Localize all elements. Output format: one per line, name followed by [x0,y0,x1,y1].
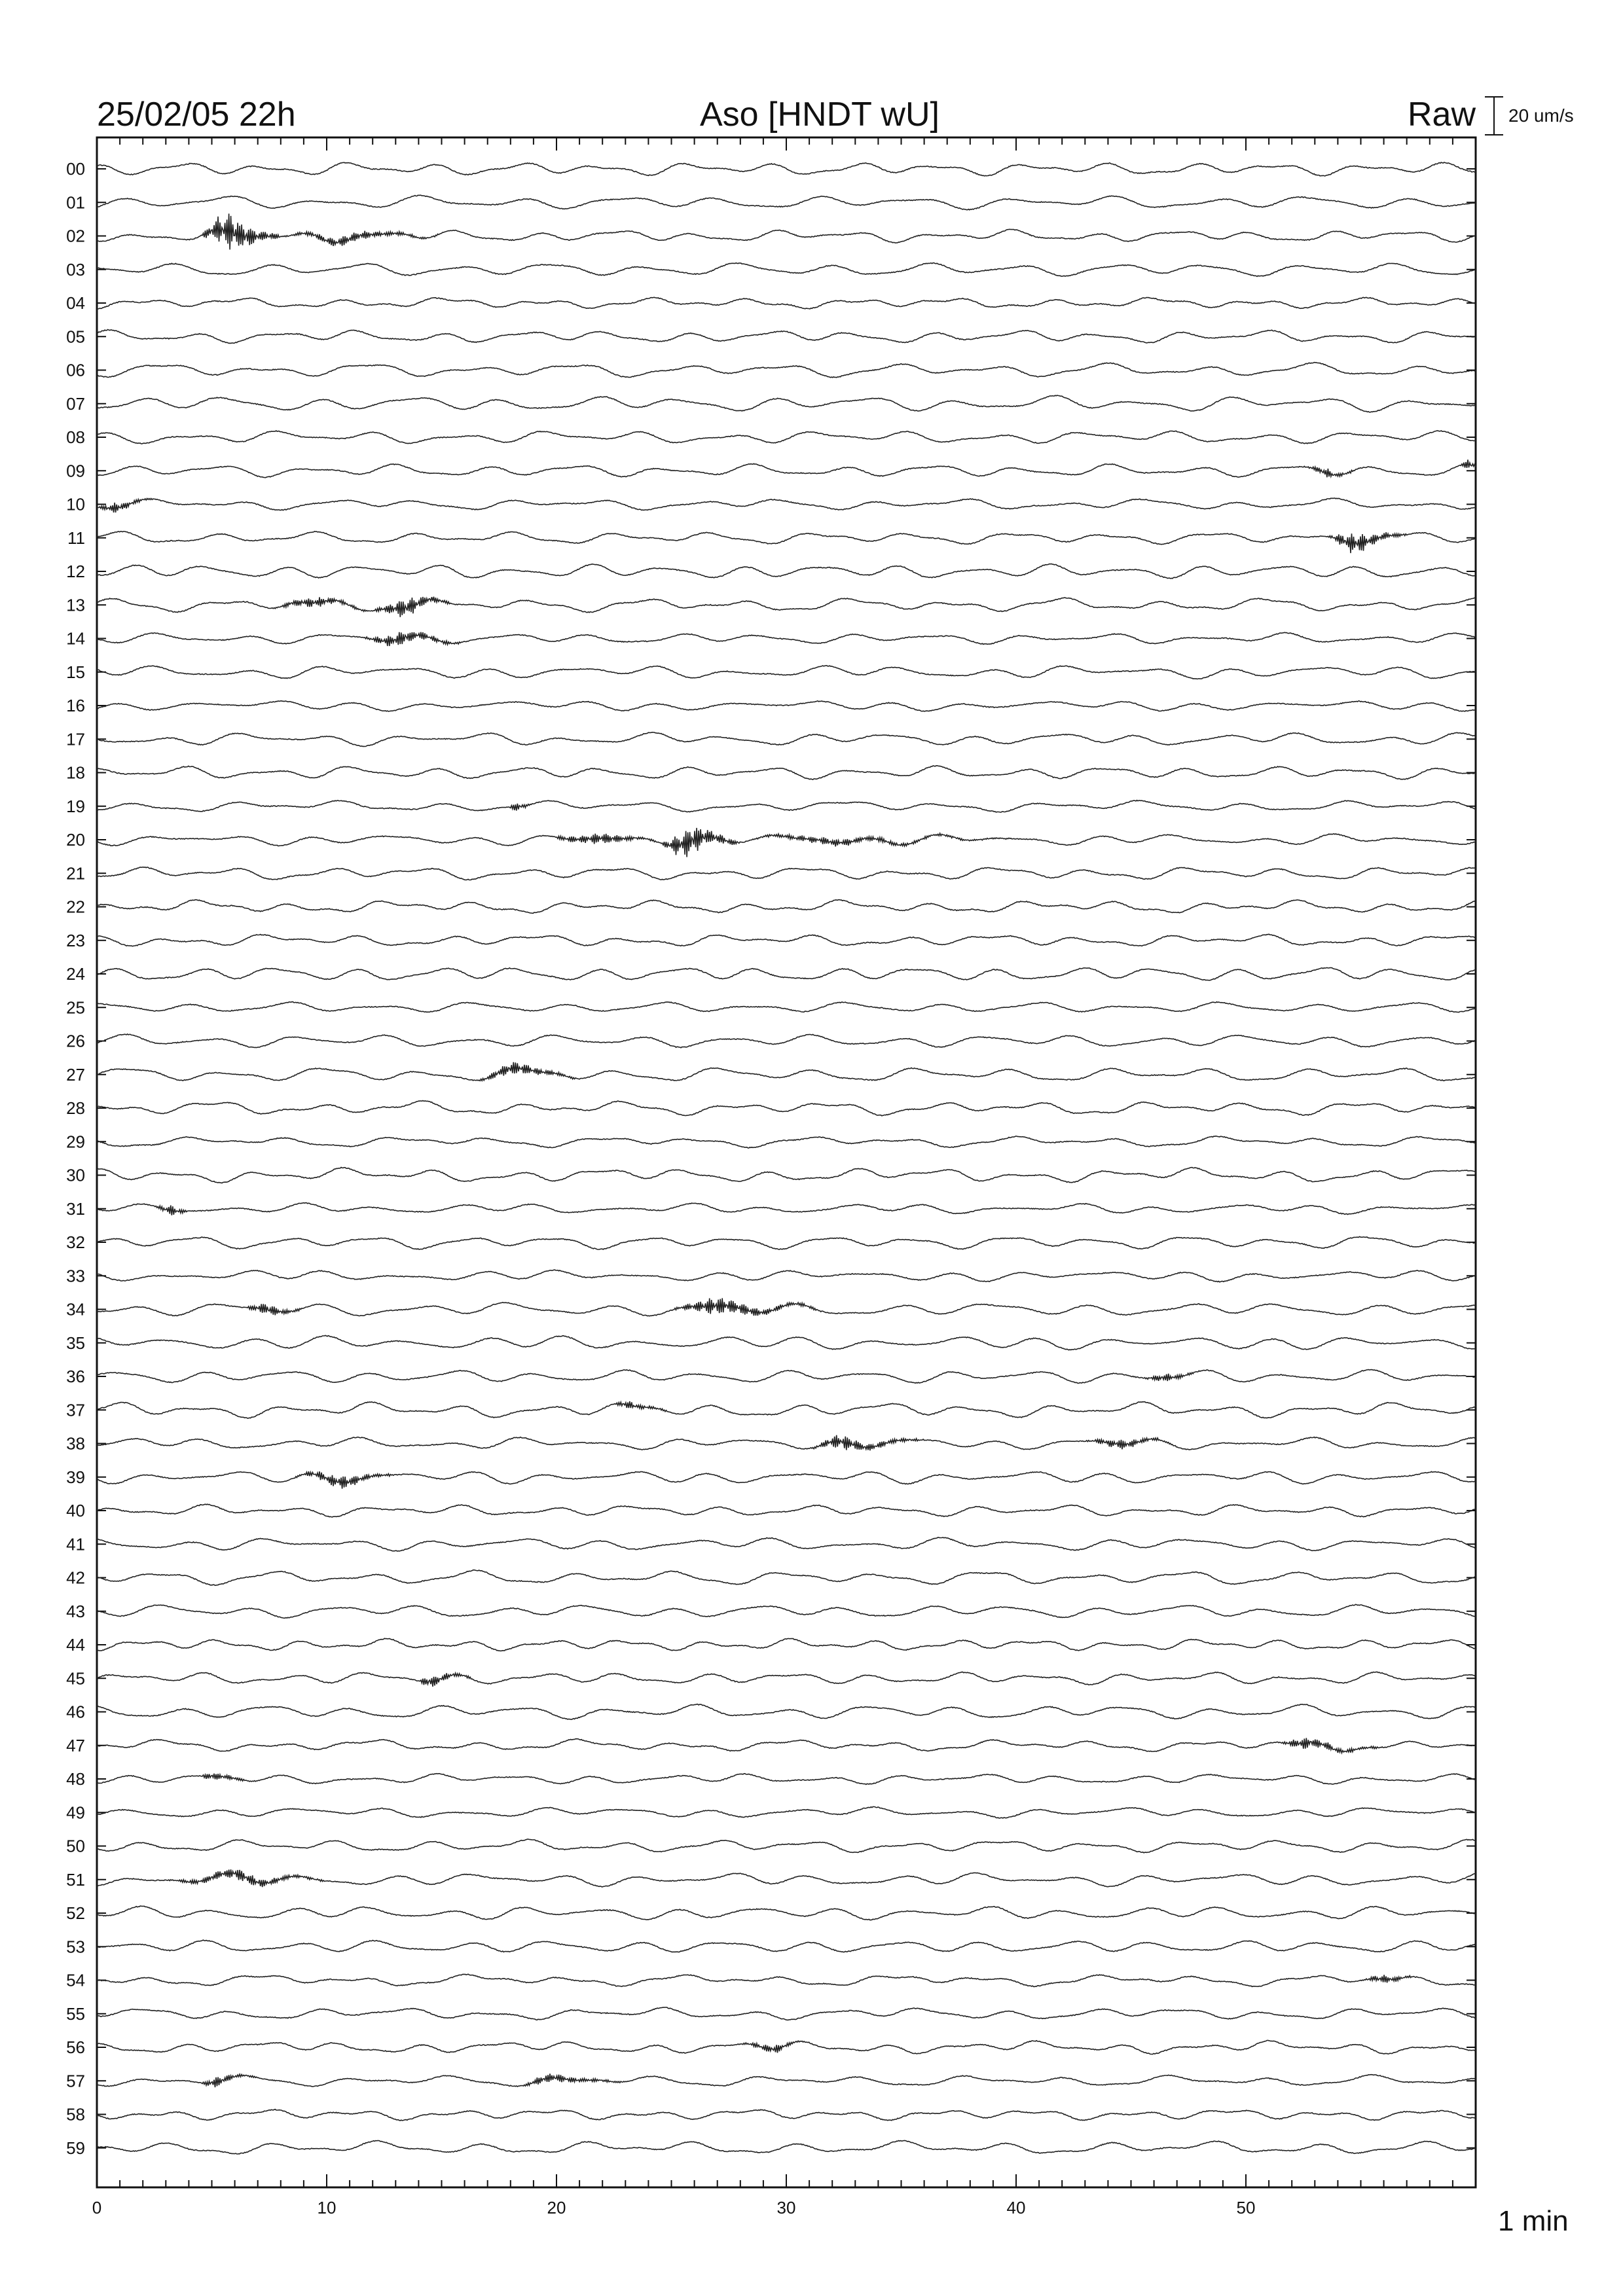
row-label: 52 [66,1903,85,1923]
row-label: 28 [66,1098,85,1118]
row-label: 49 [66,1803,85,1823]
row-label: 42 [66,1568,85,1588]
row-label: 47 [66,1735,85,1755]
row-label: 26 [66,1031,85,1051]
row-label: 03 [66,259,85,279]
x-tick-label: 50 [1236,2198,1256,2217]
row-label: 11 [67,528,85,548]
row-label: 50 [66,1836,85,1856]
row-label: 53 [66,1937,85,1957]
x-tick-label: 30 [776,2198,796,2217]
row-label: 08 [66,427,85,447]
x-tick-label: 0 [92,2198,102,2217]
x-tick-label: 20 [547,2198,566,2217]
row-label: 25 [66,997,85,1018]
row-label: 27 [66,1064,85,1085]
row-label: 43 [66,1601,85,1621]
row-label: 54 [66,1970,85,1990]
row-label: 39 [66,1467,85,1487]
row-label: 23 [66,930,85,950]
row-label: 09 [66,461,85,481]
row-label: 57 [66,2071,85,2091]
row-label: 01 [66,192,85,213]
row-label: 24 [66,964,85,984]
row-label: 46 [66,1702,85,1722]
row-label: 36 [66,1367,85,1386]
row-label: 48 [66,1769,85,1789]
x-tick-label: 40 [1006,2198,1026,2217]
row-label: 58 [66,2104,85,2125]
row-label: 15 [66,662,85,682]
row-label: 40 [66,1501,85,1520]
x-tick-label: 10 [317,2198,337,2217]
row-label: 12 [66,562,85,581]
row-label: 51 [66,1869,85,1890]
x-unit-label: 1 min [1498,2205,1569,2237]
row-label: 10 [66,494,85,514]
row-label: 04 [66,293,85,313]
row-label: 32 [66,1232,85,1252]
row-label: 05 [66,327,85,347]
row-label: 19 [66,796,85,816]
row-label: 30 [66,1165,85,1185]
row-label: 00 [66,159,85,179]
row-label: 34 [66,1299,85,1319]
row-label: 33 [66,1266,85,1286]
scale-bar-label: 20 um/s [1508,105,1574,126]
row-label: 22 [66,897,85,917]
row-label: 20 [66,830,85,850]
row-label: 45 [66,1668,85,1689]
chart-mode: Raw [1407,96,1476,134]
row-label: 55 [66,2003,85,2024]
row-label: 35 [66,1333,85,1353]
row-label: 18 [66,762,85,783]
row-label: 41 [66,1534,85,1554]
row-label: 16 [66,696,85,715]
row-label: 07 [66,393,85,414]
row-label: 06 [66,360,85,380]
row-label: 14 [66,628,85,649]
row-label: 56 [66,2037,85,2057]
row-label: 02 [66,226,85,246]
row-label: 37 [66,1400,85,1420]
row-label: 59 [66,2138,85,2158]
row-label: 31 [66,1198,85,1219]
row-label: 29 [66,1132,85,1152]
chart-title: Aso [HNDT wU] [700,96,939,134]
row-label: 13 [66,595,85,615]
row-label: 44 [66,1635,85,1655]
row-label: 17 [66,729,85,749]
row-label: 21 [66,863,85,884]
row-label: 38 [66,1433,85,1454]
chart-datetime: 25/02/05 22h [97,96,296,134]
